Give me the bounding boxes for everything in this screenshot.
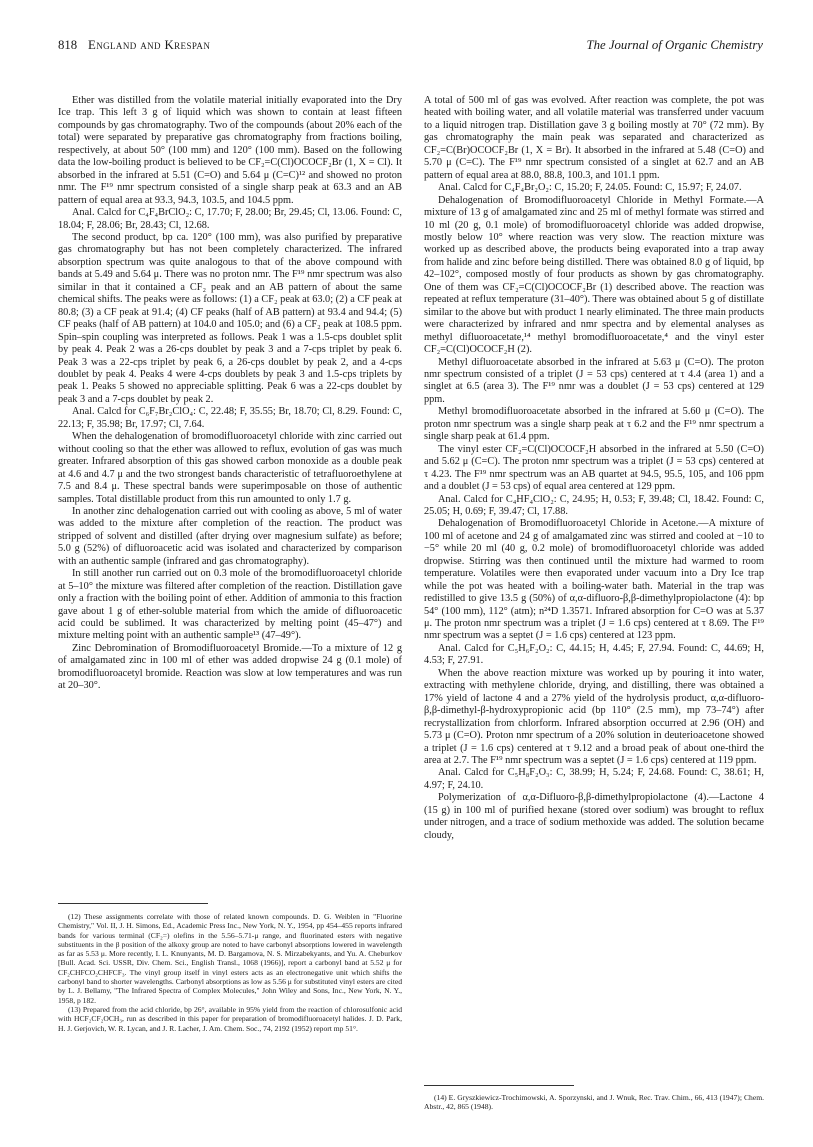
footnote: (13) Prepared from the acid chloride, bp 26°, available in 95% yield from the reaction of chlorosulfonic acid with HCF₂CF₂OCH₃, run as described in this paper for preparation of bromodifluoroacetyl halides. J. D. Park, H. J. Gerjovich, W. R. Lycan, and J. R. Lacher, J. Am. Chem. Soc., 74, 2192 (1952) report mp 51°. (58, 1004, 402, 1033)
journal-title: The Journal of Organic Chemistry (586, 38, 763, 52)
section-paragraph: Dehalogenation of Bromodifluoroacetyl Chloride in Acetone.—A mixture of 100 ml of acetone and 24 g of amalgamated zinc was stirred and cooled at −10 to −5° while 20 ml (40 g, 0.2 mole) of bromodifluoroacetyl chloride was added dropwise. Stirring was then continued until the mixture had warmed to room temperature. Volatiles were then evaporated under vacuum into a Dry Ice trap while the pot was heated with a boiling-water bath. Material in the trap was redistilled to give 13.5 g (50%) of α,α-difluoro-β,β-dimethylpropiolactone (4): bp 54° (100 mm), 112° (atm); n²⁴D 1.3571. Infrared absorption for C=O was at 5.37 μ. The proton nmr spectrum was a triplet (J = 1.6 cps) centered at τ 8.69. The F¹⁹ nmr spectrum was a septet (J = 1.6 cps) centered at 123 ppm. (424, 518, 764, 642)
analysis-paragraph: Anal. Calcd for C₆F₇Br₂ClO₄: C, 22.48; F, 35.55; Br, 18.70; Cl, 8.29. Found: C, 22.13; F, 35.98; Br, 17.97; Cl, 7.64. (58, 406, 402, 430)
footnote-rule (58, 903, 208, 904)
paragraph: Ether was distilled from the volatile material initially evaporated into the Dry Ice trap. This left 3 g of liquid which was shown to contain at least fifteen compounds by gas chromatography. Two of the compounds (about 20% each of the total) were separated by preparative gas chromatography from fractions boiling, respectively, at about 50° (100 mm) and 120° (100 mm). Based on the following data the low-boiling product is believed to be CF₂=C(Cl)OCOCF₂Br (1, X = Cl). It absorbed in the infrared at 5.51 (C=O) and 5.64 μ (C=C)¹² and showed no proton nmr. The F¹⁹ nmr spectrum consisted of a single sharp peak at 63.3 and an AB pattern of equal area at 93.3, 94.3, 103.5, and 104.5 ppm. (58, 95, 402, 206)
paragraph: The vinyl ester CF₂=C(Cl)OCOCF₂H absorbed in the infrared at 5.50 (C=O) and 5.62 μ (C=C). The proton nmr spectrum was a triplet (J = 53 cps) centered at τ 4.23. The F¹⁹ nmr spectrum was an AB quartet at 94.5, 95.5, 105, and 106 ppm and a doublet (J = 53 cps) of equal area centered at 129 ppm. (424, 443, 764, 493)
footnote: (12) These assignments correlate with those of related known compounds. D. G. Weiblen in "Fluorine Chemistry," Vol. II, J. H. Simons, Ed., Academic Press Inc., New York, N. Y., 1954, pp 454–455 reports infrared bands for various terminal (CF₂=) olefins in the 5.56–5.71-μ range, and fluorinated esters with negative substituents in the β position of the alkoxy group are noted to have carbonyl absorptions lowered in wavelength as far as 5.53 μ. More recently, I. L. Knunyants, M. D. Bargamova, N. S. Mirzabekyants, and Yu. A. Cheburkov [Bull. Acad. Sci. USSR, Div. Chem. Sci., English Transl., 1068 (1966)], report a carbonyl band at 5.52 μ for CF₂CHFCO₂CHFCF₃. The vinyl group itself in vinyl esters acts as an electronegative unit which shifts the carbonyl band to shorter wavelengths. Carbonyl absorptions as low as 5.56 μ for substituted vinyl esters are cited by L. J. Bellamy, "The Infrared Spectra of Complex Molecules," John Wiley and Sons, Inc., New York, N. Y., 1958, p 182. (58, 912, 402, 1005)
paragraph: The second product, bp ca. 120° (100 mm), was also purified by preparative gas chromatography but has not been completely characterized. The infrared absorption spectrum was quite analogous to that of the above compound with bands at 5.49 and 5.64 μ. There was no proton nmr. The F¹⁹ nmr spectrum was also similar in that it contained a CF₂ peak and an AB pattern of about the same chemical shifts. The peaks were as follows: (1) a CF₂ peak at 63.0; (2) a CF peak at 80.8; (3) a CF peak at 91.4; (4) CF peaks (half of AB pattern) at 93.4 and 94.4; (5) CF peaks (half of AB pattern) at 104.0 and 105.0; and (6) a CF₂ peak at 108.5 ppm. Spin–spin coupling was interpreted as follows. Peak 1 was a 1.5-cps doublet split by peak 4. Peak 2 was a 26-cps doublet by peak 3 and a 7-cps triplet by peak 6. Peak 3 was a 22-cps triplet by peak 6, a 26-cps doublet by peak 2, and a 4-cps doublet by peak 4. Peaks 4 were 4-cps doublets by peak 3 and 1.5-cps triplets by peak 1. Peaks 5 showed no appreciable splitting. Peak 6 was a 22-cps doublet by peak 3 and a 7-cps doublet by peak 2. (58, 231, 402, 405)
analysis-paragraph: Anal. Calcd for C₅H₆F₂O₂: C, 44.15; H, 4.45; F, 27.94. Found: C, 44.69; H, 4.53; F, 27.91. (424, 642, 764, 667)
paragraph: When the dehalogenation of bromodifluoroacetyl chloride with zinc carried out without cooling so that the ether was allowed to reflux, evolution of gas was much greater. Infrared absorption of this gas showed carbon monoxide as a double peak at 4.6 and 4.7 μ and the two strongest bands characteristic of tetrafluoroethylene at 7.5 and 8.4 μ. These spectral bands were superimposable on those of authentic samples. Total distillable product from this run amounted to only 1.7 g. (58, 431, 402, 505)
analysis-paragraph: Anal. Calcd for C₄HF₄ClO₂: C, 24.95; H, 0.53; F, 39.48; Cl, 18.42. Found: C, 25.05; H, 0.69; F, 39.47; Cl, 17.88. (424, 493, 764, 517)
footnotes-right (424, 1093, 764, 1112)
right-column (424, 95, 764, 842)
running-header (58, 38, 763, 58)
footnote-rule (424, 1085, 574, 1086)
running-authors: England and Krespan (88, 38, 211, 52)
left-column (58, 95, 402, 693)
analysis-paragraph: Anal. Calcd for C₅H₈F₂O₃: C, 38.99; H, 5.24; F, 24.68. Found: C, 38.61; H, 4.97; F, 24.10. (424, 767, 764, 791)
footnote: (14) E. Gryszkiewicz-Trochimowski, A. Sporzynski, and J. Wnuk, Rec. Trav. Chim., 66, 413 (1947); Chem. Abstr., 42, 865 (1948). (424, 1093, 764, 1112)
paragraph: Methyl difluoroacetate absorbed in the infrared at 5.63 μ (C=O). The proton nmr spectrum consisted of a triplet (J = 53 cps) centered at τ 4.4 (area 1) and a singlet at 6.5 (area 3). The F¹⁹ nmr was a doublet (J = 53 cps) centered at 129 ppm. (424, 356, 764, 405)
section-paragraph: Polymerization of α,α-Difluoro-β,β-dimethylpropiolactone (4).—Lactone 4 (15 g) in 100 ml of purified hexane (stored over sodium) was brought to reflux under nitrogen, and a trace of sodium methoxide was added. The solution became cloudy, (424, 792, 764, 841)
footnotes-left (58, 912, 402, 1033)
page-number: 818 (58, 38, 78, 52)
paragraph: When the above reaction mixture was worked up by pouring it into water, extracting with methylene chloride, drying, and distilling, there was obtained a 17% yield of lactone 4 and a 27% yield of the hydrolysis product, α,α-difluoro-β,β-dimethyl-β-hydroxypropionic acid (bp 110° (2.5 mm), mp 73–74°) after recrystallization from chlorform. Infrared absorption occurred at 2.96 (OH) and 5.73 μ (C=O). Proton nmr spectrum of a 20% solution in deuterioacetone showed a triplet (J = 1.6 cps) centered at τ 9.12 and a broad peak of about one-third the area at 2.7. The F¹⁹ nmr spectrum was a septet (J = 1.6 cps) centered at 119 ppm. (424, 667, 764, 767)
analysis-paragraph: Anal. Calcd for C₄F₄Br₂O₂: C, 15.20; F, 24.05. Found: C, 15.97; F, 24.07. (438, 182, 742, 194)
paragraph: Methyl bromodifluoroacetate absorbed in the infrared at 5.60 μ (C=O). The proton nmr spectrum was a single sharp peak at τ 6.2 and the F¹⁹ nmr spectrum a single sharp peak at 61.4 ppm. (424, 406, 764, 443)
section-paragraph: Zinc Debromination of Bromodifluoroacetyl Bromide.—To a mixture of 12 g of amalgamated zinc in 100 ml of ether was added dropwise 24 g (0.1 mole) of bromodifluoroacetyl bromide. Reaction was slow at low temperatures and was run at 20–30°. (58, 642, 402, 692)
analysis-paragraph: Anal. Calcd for C₄F₄BrClO₂: C, 17.70; F, 28.00; Br, 29.45; Cl, 13.06. Found: C, 18.04; F, 28.06; Br, 28.43; Cl, 12.68. (58, 207, 402, 231)
paragraph: In still another run carried out on 0.3 mole of the bromodifluoroacetyl chloride at 5–10° the mixture was filtered after completion of the reaction. Distillation gave only a fraction with the boiling point of ether. Addition of ammonia to this fraction gave about 1 g of ether-soluble material from which the amide of difluoroacetic acid could be sublimed. It was characterized by melting point (45–47°) and mixture melting point with an authentic sample¹³ (47–49°). (58, 568, 402, 642)
paragraph: In another zinc dehalogenation carried out with cooling as above, 5 ml of water was added to the mixture after completion of the reaction. The product was stripped of solvent and distilled (after drying over magnesium sulfate) as before; 5.0 g (52%) of difluoroacetic acid was isolated and characterized by comparison with an authentic sample (infrared and gas chromatography). (58, 505, 402, 567)
paragraph: A total of 500 ml of gas was evolved. After reaction was complete, the pot was heated with boiling water, and all volatile material was transferred under vacuum to a liquid nitrogen trap. Distillation gave 3 g boiling mostly at 70° (72 mm). By gas chromatography the main peak was separated and characterized as CF₂=C(Br)OCOCF₂Br (1, X = Br). It absorbed in the infrared at 5.48 (C=O) and 5.70 μ (C=C). The F¹⁹ nmr spectrum consisted of a singlet at 62.7 and an AB pattern of equal area at 88.0, 88.8, 100.3, and 101.1 ppm. (424, 95, 764, 181)
section-paragraph: Dehalogenation of Bromodifluoroacetyl Chloride in Methyl Formate.—A mixture of 13 g of amalgamated zinc and 25 ml of methyl formate was stirred and 10 ml (20 g, 0.1 mole) of bromodifluoroacetyl chloride was added dropwise, mostly below 10° where reaction was very slow. The reaction mixture was worked up as described above, the products being evaporated into a trap away from halide and zinc before being distilled. There was obtained 8.0 g of liquid, bp 42–102°, composed mostly of four products as shown by gas chromatography. One of them was CF₂=C(Cl)OCOCF₂Br (1) described above. The reaction was repeated at reflux temperature (31–40°). There was obtained about 5 g of distillate similar to the above but with product 1 nearly eliminated. The three main products were characterized by infrared and nmr spectra and by elemental analyses as methyl difluoroacetate,¹⁴ methyl bromodifluoroacetate,⁴ and the vinyl ester CF₂=C(Cl)OCOCF₂H (2). (424, 194, 764, 356)
